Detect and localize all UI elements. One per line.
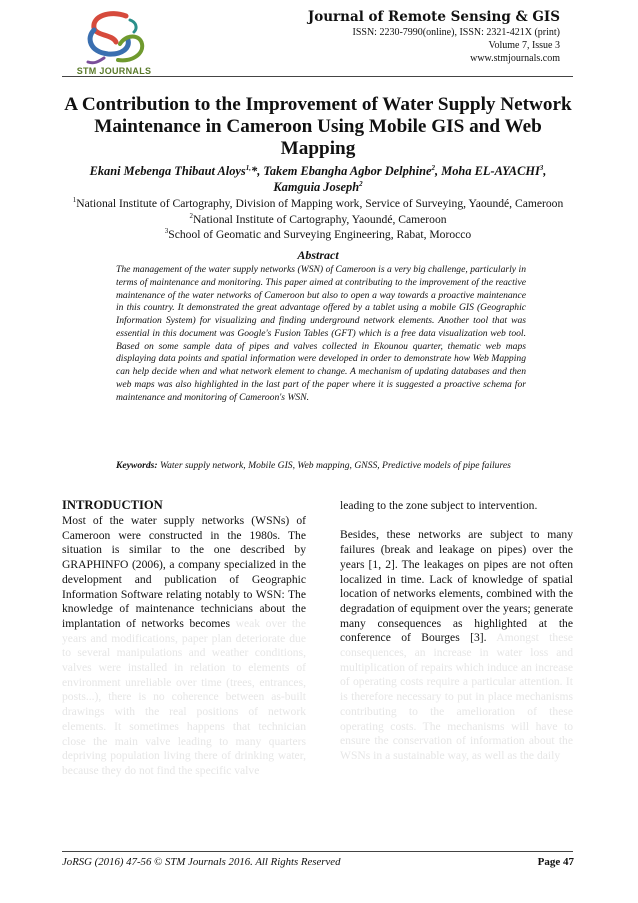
header-divider <box>62 76 573 77</box>
body-column-right <box>340 499 573 764</box>
affiliation-item <box>62 196 574 212</box>
body-paragraph: leading to the zone subject to intervention. <box>340 499 538 512</box>
abstract-heading: Abstract <box>297 248 339 262</box>
author-name: Ekani Mebenga Thibaut Aloys <box>89 164 246 178</box>
affiliation-number: 1 <box>72 196 77 205</box>
section-heading-introduction: INTRODUCTION <box>62 498 163 512</box>
author-affiliation-mark: 1, <box>245 163 252 172</box>
affiliation-item <box>62 212 574 228</box>
author-separator: , <box>543 164 547 178</box>
keywords <box>116 460 526 473</box>
abstract-text: The management of the water supply networks (WSN) of Cameroon is a very big challenge, particularly in terms of maintenance and monitoring. This paper aimed at contributing to the improvement of the reactive maintenance of the water networks of Cameroon but also to open a way towards a proactive maintenance in this country. It demonstrated the great advantage offered by a tablet using a mobile GIS (Geographic Information System) for visualizing and finding underground network elements. Another tool that was essential in this document was Google's Fusion Tables (GFT) which is a free data visualization web tool. Based on some sample data of pipes and valves collected in Ekounou quarter, thematic web maps displaying data points and spatial information were developed in order to demonstrate how Web Mapping can help decide when and what network element to change. A mechanism of updating databases and then web maps was also highlighted in the last part of the paper where it is suggested a proactive schema for maintenance and monitoring of Cameroon's WSN. <box>116 264 526 403</box>
author-list <box>62 164 574 195</box>
body-paragraph: Most of the water supply networks (WSNs) of Cameroon were constructed in the 1980s. The situation is similar to the one described by GRAPHINFO (2006), a company specialized in the development and publication of Geographic Information Software relating notably to WSN: The knowledge of maintenance technicians about the implantation of networks becomes <box>62 514 306 630</box>
author-separator: , <box>435 164 442 178</box>
author-affiliation-mark: 2 <box>359 179 363 188</box>
author-name: Kamguia Joseph <box>273 179 360 194</box>
author-name: Takem Ebangha Agbor Delphine <box>263 164 432 178</box>
body-paragraph-text: Besides, these networks are subject to many failures (break and leakage on pipes) over the years [1, 2]. The leakages on pipes are not often localized in time. Lack of knowledge of spatial location of networks elements, combined with the degradation of equipment over the years; generate many consequences as highlighted at the conference of Bourges [3]. <box>340 528 573 645</box>
body-paragraph-faded: weak over the years and modifications, paper plan deteriorate due to several manipulations and weather conditions, valves were installed in relation to elements of environment unreliable over time (trees, entrances, posts...), there is no coherence between as-built drawings with the real positions of network elements. It sometimes happens that technician close the main valve leading to many quarters depriving population living there of drinking water, because they do not find the specific valve <box>62 616 306 777</box>
affiliation-number: 2 <box>189 211 193 220</box>
author-name: Moha EL-AYACHI <box>441 164 540 178</box>
keywords-list: Water supply network, Mobile GIS, Web mapping, GNSS, Predictive models of pipe failures <box>159 460 511 471</box>
page-number: Page 47 <box>537 856 574 868</box>
logo-swirl-teal <box>130 20 136 32</box>
affiliation-text: National Institute of Cartography, Division of Mapping work, Service of Surveying, Yaoundé, Cameroon <box>76 197 564 210</box>
corresponding-mark: *, <box>251 164 264 178</box>
body-paragraph-faded: Amongst these consequences, an increase in water loss and multiplication of repairs which induce an increase of operating costs require a particular attention. It is therefore necessary to put in place mechanisms contributing to the amelioration of these operating costs. The mechanisms will have to ensure the conservation of information about the WSNs in a sustainable way, as well as the daily <box>340 631 574 762</box>
keywords-label: Keywords: <box>116 460 158 471</box>
footer-divider <box>62 851 573 852</box>
author-affiliation-mark: 2 <box>431 163 436 172</box>
body-paragraph <box>340 528 573 763</box>
body-column-left <box>62 514 306 779</box>
journal-volume: Volume 7, Issue 3 <box>488 40 560 51</box>
affiliation-text: National Institute of Cartography, Yaoundé, Cameroon <box>192 212 447 226</box>
logo-swirl-red <box>94 14 126 42</box>
footer-citation: JoRSG (2016) 47-56 © STM Journals 2016. All Rights Reserved <box>62 856 341 868</box>
affiliation-list <box>62 196 574 243</box>
paper-title: A Contribution to the Improvement of Water Supply Network Maintenance in Cameroon Using Mobile GIS and Web Mapping <box>64 94 572 159</box>
affiliation-text: School of Geomatic and Surveying Engineering, Rabat, Morocco <box>168 228 472 241</box>
journal-title: Journal of Remote Sensing & GIS <box>307 9 560 25</box>
author-affiliation-mark: 3 <box>539 163 544 172</box>
logo-wordmark: STM JOURNALS <box>76 66 152 76</box>
affiliation-number: 3 <box>164 227 169 236</box>
journal-issn: ISSN: 2230-7990(online), ISSN: 2321-421X (print) <box>352 27 560 38</box>
logo-swirl-purple <box>88 58 104 63</box>
affiliation-item <box>62 227 574 243</box>
journal-website[interactable]: www.stmjournals.com <box>470 53 560 64</box>
